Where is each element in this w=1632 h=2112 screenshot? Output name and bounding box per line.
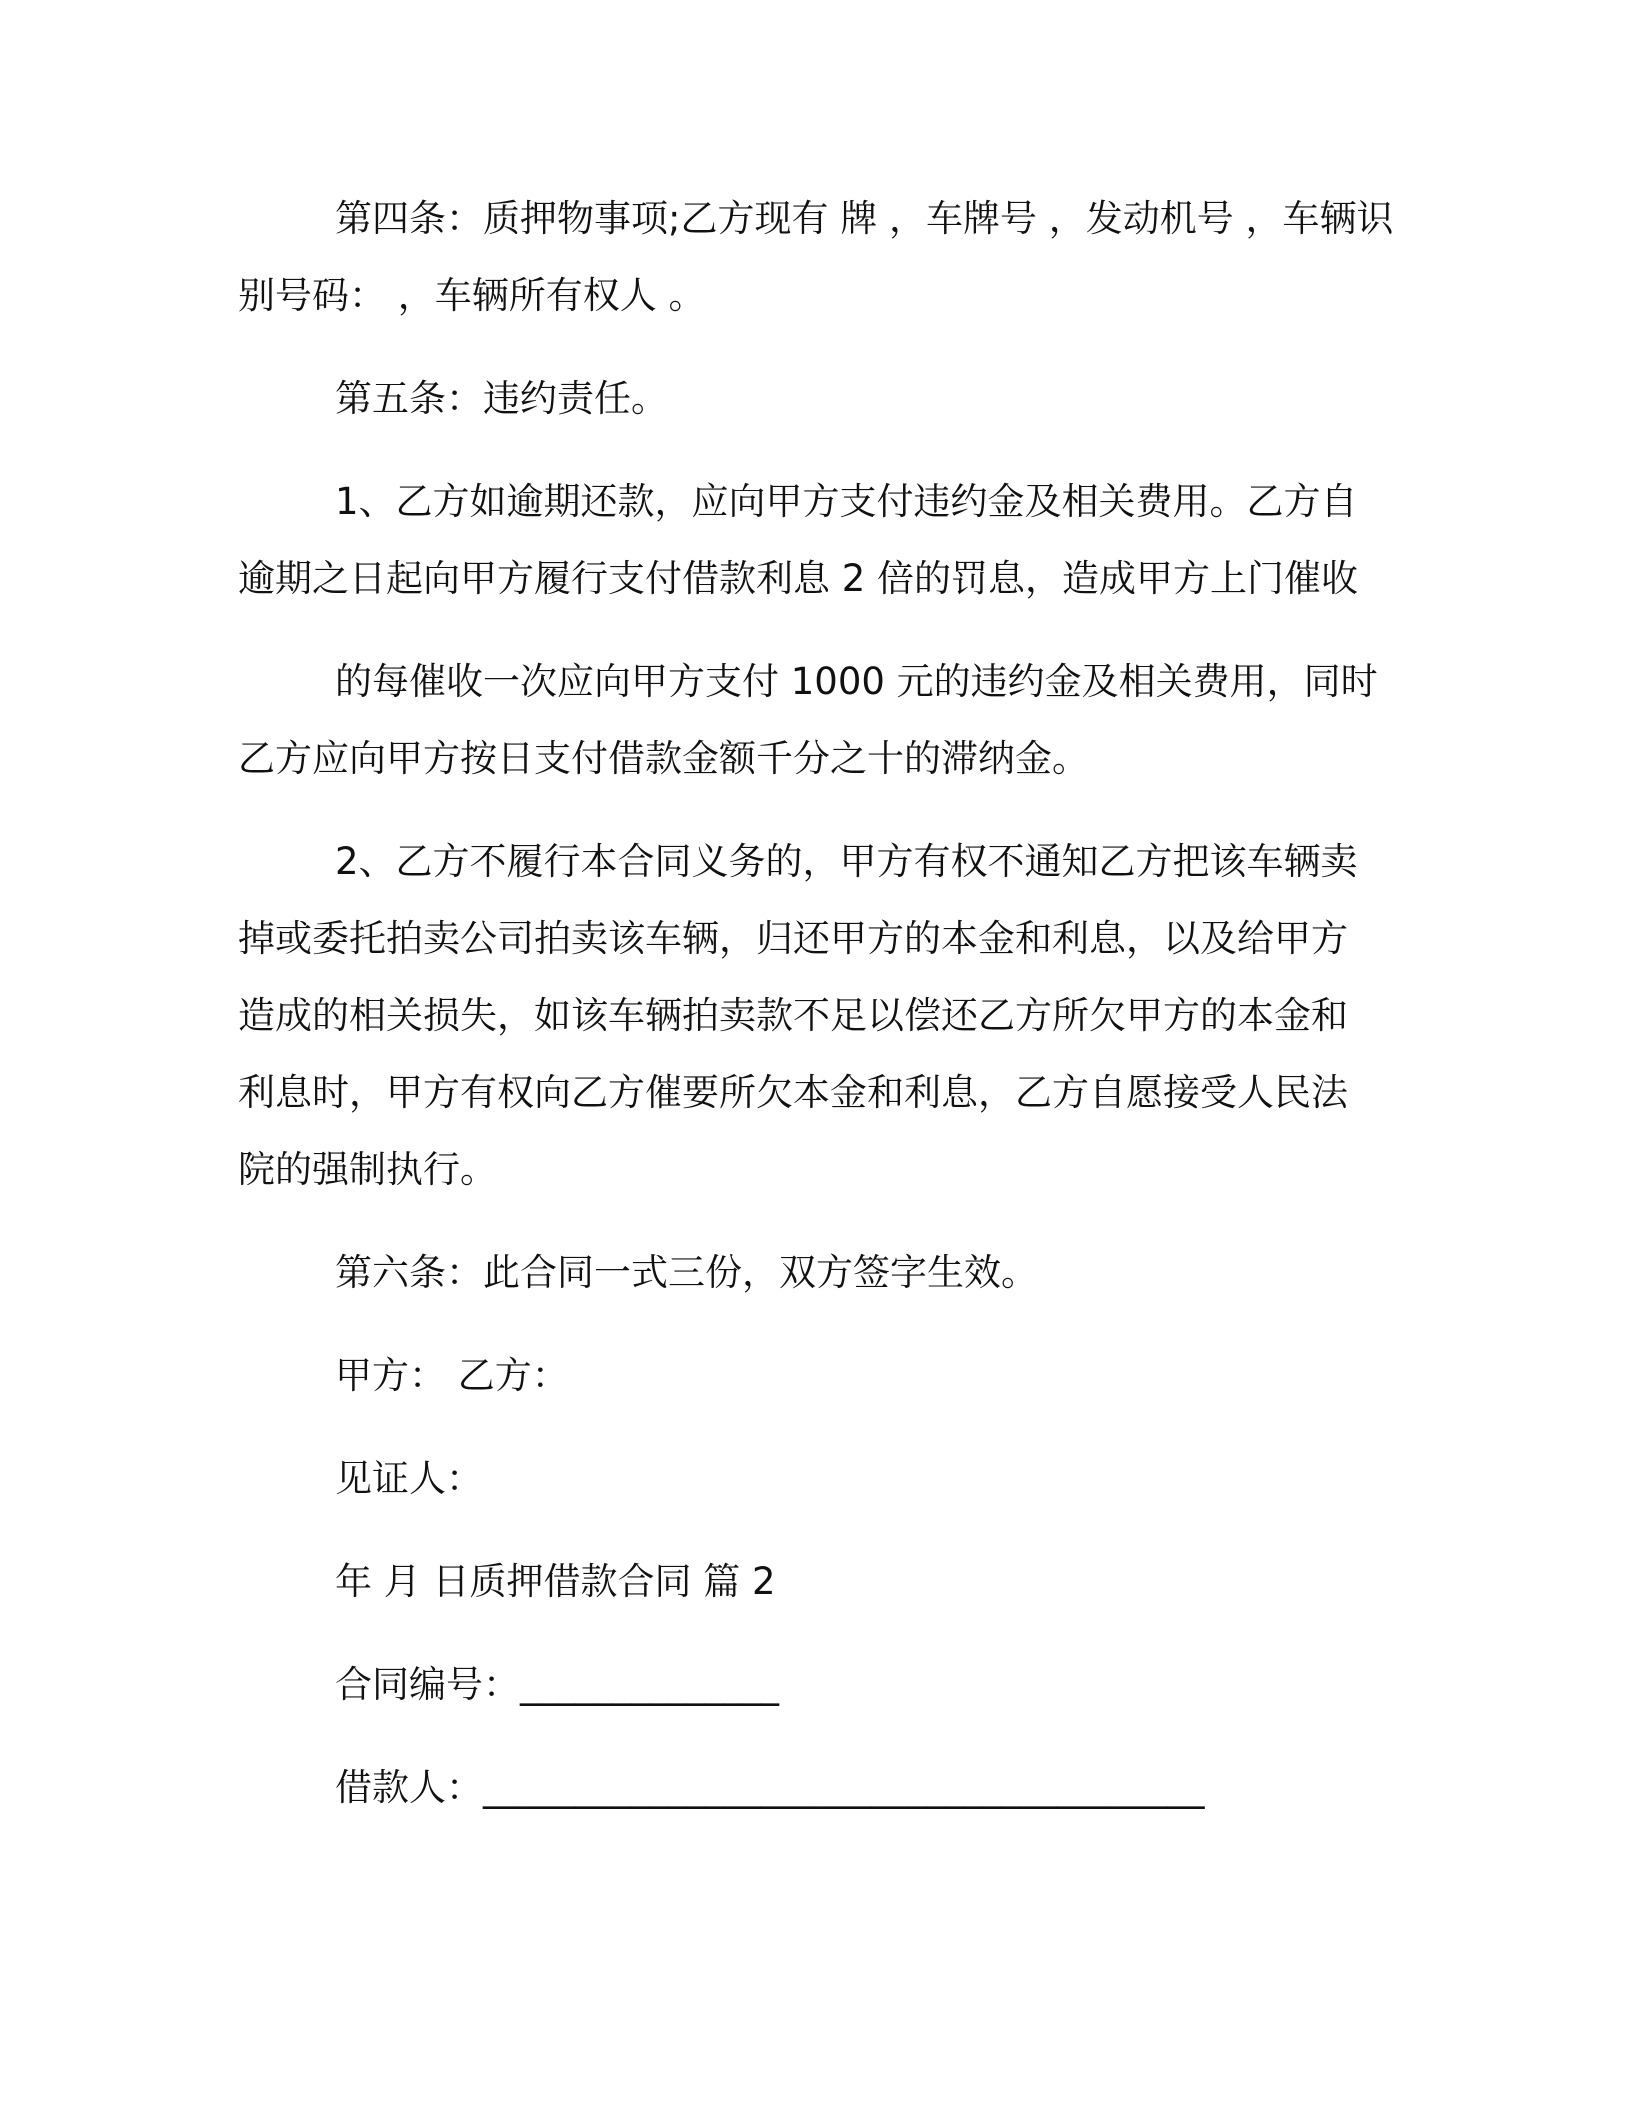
- clause-1-line-3: 的每催收一次应向甲方支付 1000 元的违约金及相关费用，同时: [335, 660, 1378, 703]
- clause-2-line-4: 利息时，甲方有权向乙方催要所欠本金和利息，乙方自愿接受人民法: [238, 1071, 1348, 1114]
- article-4-line-2: 别号码： ，车辆所有权人 。: [238, 274, 706, 317]
- article-6: 第六条：此合同一式三份，双方签字生效。: [335, 1251, 1038, 1294]
- clause-2-line-3: 造成的相关损失，如该车辆拍卖款不足以偿还乙方所欠甲方的本金和: [238, 994, 1348, 1037]
- clause-2-line-5: 院的强制执行。: [238, 1148, 497, 1191]
- clause-2-line-2: 掉或委托拍卖公司拍卖该车辆，归还甲方的本金和利息，以及给甲方: [238, 917, 1348, 960]
- parties-signature-line: 甲方： 乙方：: [335, 1354, 569, 1397]
- clause-1-line-4: 乙方应向甲方按日支付借款金额千分之十的滞纳金。: [238, 737, 1089, 780]
- article-5-heading: 第五条：违约责任。: [335, 377, 668, 420]
- witness-line: 见证人：: [335, 1457, 483, 1500]
- date-and-contract-title: 年 月 日质押借款合同 篇 2: [335, 1560, 776, 1603]
- contract-number-field: 合同编号：______________: [335, 1663, 779, 1706]
- clause-2-line-1: 2、乙方不履行本合同义务的，甲方有权不通知乙方把该车辆卖: [335, 840, 1358, 883]
- borrower-field: 借款人：_______________________________________: [335, 1766, 1205, 1809]
- clause-1-line-2: 逾期之日起向甲方履行支付借款利息 2 倍的罚息，造成甲方上门催收: [238, 557, 1359, 600]
- article-4-line-1: 第四条：质押物事项;乙方现有 牌 ，车牌号 ，发动机号 ，车辆识: [335, 197, 1394, 240]
- clause-1-line-1: 1、乙方如逾期还款，应向甲方支付违约金及相关费用。乙方自: [335, 480, 1358, 523]
